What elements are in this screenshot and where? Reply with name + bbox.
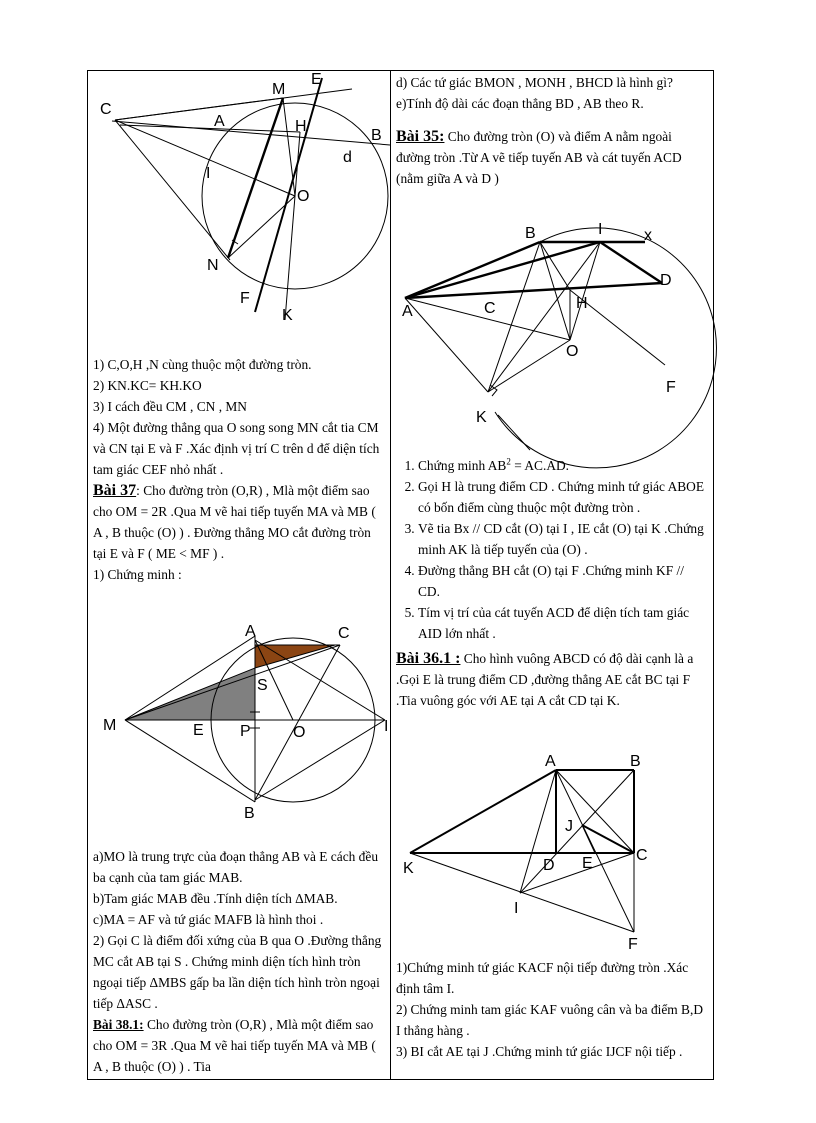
bai35-item-5: 5. Tím vị trí của cát tuyến ACD để diện tích tam giác AID lớn nhất . xyxy=(418,602,708,644)
left-item-2-part: 2) Gọi C là điểm đối xứng của B qua O .Đường thẳng MC cắt AB tại S . Chứng minh diện tích hình tròn ngoại tiếp ΔMBS gấp ba lần diện tích hình tròn ngoại tiếp ΔASC . xyxy=(93,933,382,1011)
bai37-text: : Cho đường tròn (O,R) , Mlà một điểm sao cho OM = 2R .Qua M vẽ hai tiếp tuyến MA và MB ( A , B thuộc (O) ) . Đường thẳng MO cắt đường tròn tại E và F ( ME < MF ) . xyxy=(93,483,376,561)
fig4-label-B: B xyxy=(630,753,641,770)
left-item-1: 1) C,O,H ,N cùng thuộc một đường tròn. xyxy=(93,357,312,372)
fig1-label-d: d xyxy=(343,149,352,166)
bai35-item-4: 4. Đường thẳng BH cắt (O) tại F .Chứng minh KF // CD. xyxy=(418,560,708,602)
fig3-label-A: A xyxy=(402,303,413,320)
left-item-b: b)Tam giác MAB đều .Tính diện tích ΔMAB. xyxy=(93,891,338,906)
right-item-e: e)Tính độ dài các đoạn thẳng BD , AB theo R. xyxy=(396,96,644,111)
bai38-title: Bài 38.1: xyxy=(93,1017,144,1032)
right-text-block-3 xyxy=(396,957,708,1062)
fig3-label-B: B xyxy=(525,225,536,242)
fig4-label-A: A xyxy=(545,753,556,770)
bai35-item-3: 3. Vẽ tia Bx // CD cắt (O) tại I , IE cắt (O) tại K .Chứng minh AK là tiếp tuyến của (O) . xyxy=(418,518,708,560)
fig3-label-H: H xyxy=(576,295,588,312)
fig2-label-A: A xyxy=(245,623,256,640)
left-item-2: 2) KN.KC= KH.KO xyxy=(93,378,202,393)
fig3-label-F: F xyxy=(666,379,676,396)
bai37-title: Bài 37 xyxy=(93,482,137,499)
fig2-label-I: I xyxy=(384,718,389,735)
fig1-label-I: I xyxy=(206,165,211,182)
fig1-label-F: F xyxy=(240,290,250,307)
fig4-label-C: C xyxy=(636,847,648,864)
fig2-label-S: S xyxy=(257,677,268,694)
fig1-label-B: B xyxy=(371,127,382,144)
fig3-label-D: D xyxy=(660,272,672,289)
bai35-item-1: 1. Chứng minh $AB^2 = AC.AD$. xyxy=(418,455,708,476)
fig3-label-I: I xyxy=(598,221,603,238)
fig1-label-H: H xyxy=(295,118,307,135)
fig1-label-A: A xyxy=(214,113,225,130)
fig4-label-F: F xyxy=(628,936,638,953)
fig4-label-D: D xyxy=(543,857,555,874)
fig4-label-J: J xyxy=(565,818,573,835)
left-item-c: c)MA = AF và tứ giác MAFB là hình thoi . xyxy=(93,912,324,927)
fig2-label-P: P xyxy=(240,723,251,740)
bai361-item-1: 1)Chứng minh tứ giác KACF nội tiếp đường tròn .Xác định tâm I. xyxy=(396,960,689,996)
left-item-a: a)MO là trung trực của đoạn thẳng AB và E cách đều ba cạnh của tam giác MAB. xyxy=(93,849,379,885)
fig4-label-E: E xyxy=(582,855,593,872)
fig1-label-M: M xyxy=(272,81,286,98)
fig4-label-K: K xyxy=(403,860,414,877)
fig1-label-E: E xyxy=(311,71,322,88)
fig2-label-O: O xyxy=(293,724,306,741)
bai35-text: Cho đường tròn (O) và điểm A nằm ngoài đường tròn .Từ A vẽ tiếp tuyến AB và cát tuyến ACD (nằm giữa A và D ) xyxy=(396,129,682,186)
bai361-title: Bài 36.1 : xyxy=(396,650,461,667)
fig4-label-I: I xyxy=(514,900,519,917)
fig2-label-M: M xyxy=(103,717,117,734)
fig3-label-O: O xyxy=(566,343,579,360)
right-item-d: d) Các tứ giác BMON , MONH , BHCD là hình gì? xyxy=(396,75,673,90)
fig1-label-N: N xyxy=(207,257,219,274)
fig1-label-C: C xyxy=(100,101,112,118)
bai35-item-2: 2. Gọi H là trung điểm CD . Chứng minh tứ giác ABOE có bốn điểm cùng thuộc một đường tròn . xyxy=(418,476,708,518)
fig3-label-K: K xyxy=(476,409,487,426)
bai361-item-3: 3) BI cắt AE tại J .Chứng minh tứ giác IJCF nội tiếp . xyxy=(396,1044,683,1059)
fig3-label-x: x xyxy=(644,227,652,244)
bai35-title: Bài 35: xyxy=(396,128,445,145)
fig2-label-C: C xyxy=(338,625,350,642)
prove-label: 1) Chứng minh : xyxy=(93,567,182,582)
fig3-label-C: C xyxy=(484,300,496,317)
left-item-4: 4) Một đường thẳng qua O song song MN cắt tia CM và CN tại E và F .Xác định vị trí C trên d để diện tích tam giác CEF nhỏ nhất . xyxy=(93,420,380,477)
bai38-text: Cho đường tròn (O,R) , Mlà một điểm sao cho OM = 3R .Qua M vẽ hai tiếp tuyến MA và MB ( A , B thuộc (O) ) . Tia xyxy=(93,1017,376,1074)
fig2-label-B: B xyxy=(244,805,255,822)
fig1-label-K: K xyxy=(282,307,293,324)
fig2-label-E: E xyxy=(193,722,204,739)
bai361-text: Cho hình vuông ABCD có độ dài cạnh là a .Gọi E là trung điểm CD ,đường thẳng AE cắt BC tại F .Tia vuông góc với AE tại A cắt CD tại K. xyxy=(396,651,694,708)
fig1-label-O: O xyxy=(297,188,310,205)
bai361-item-2: 2) Chứng minh tam giác KAF vuông cân và ba điểm B,D I thẳng hàng . xyxy=(396,1002,704,1038)
left-item-3: 3) I cách đều CM , CN , MN xyxy=(93,399,247,414)
